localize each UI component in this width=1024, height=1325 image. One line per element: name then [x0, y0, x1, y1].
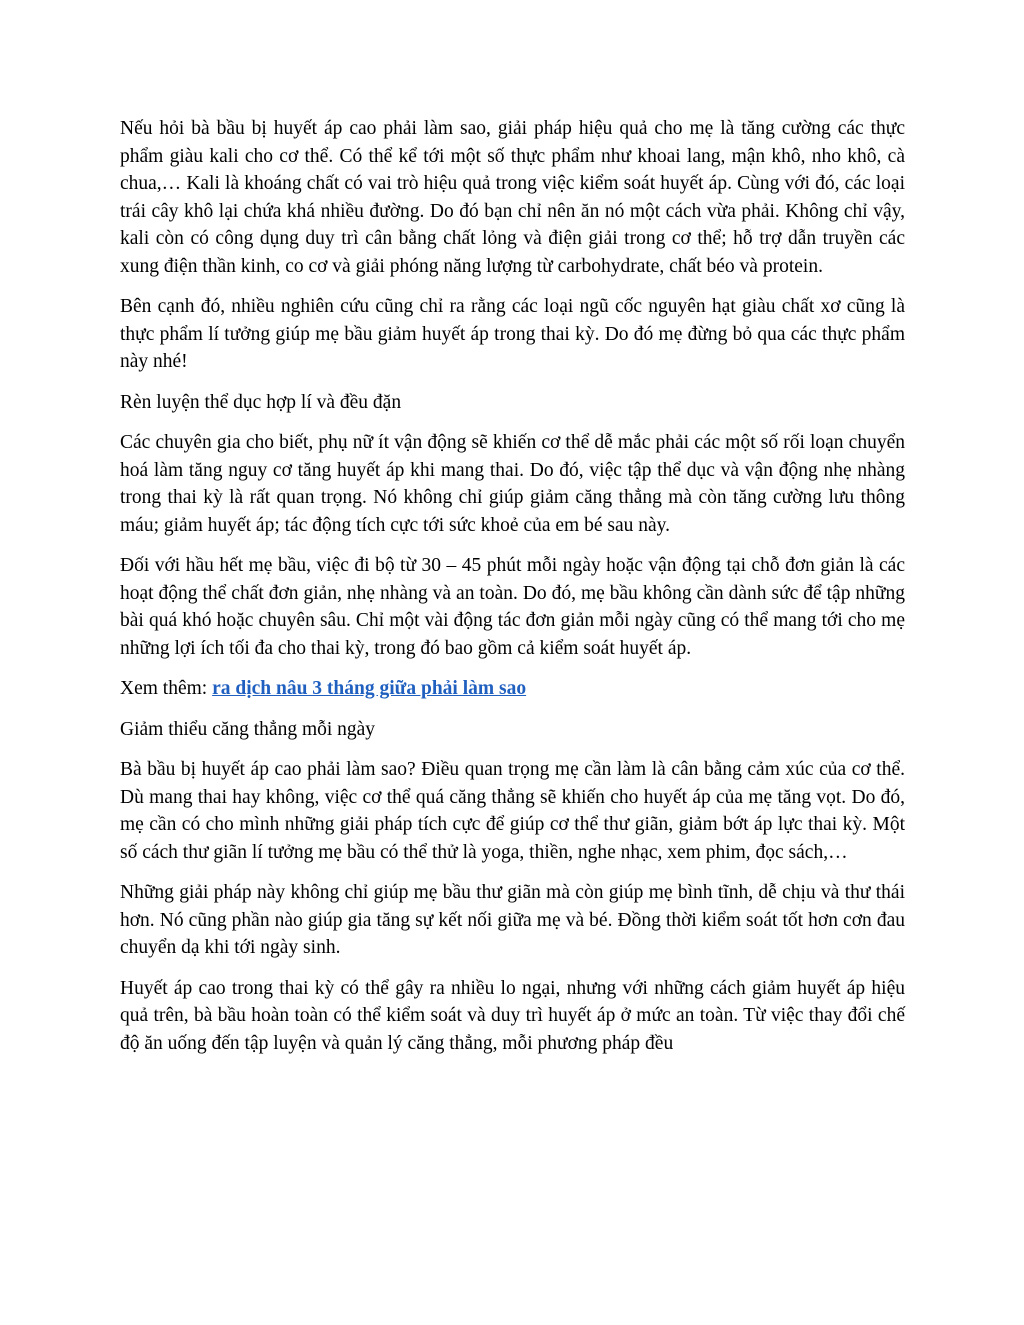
paragraph-emotional-balance: Bà bầu bị huyết áp cao phải làm sao? Điều quan trọng mẹ cần làm là cân bằng cảm xúc của cơ thể. Dù mang thai hay không, việc cơ thể quá căng thẳng sẽ khiến cho huyết áp của mẹ tăng vọt. Do đó, mẹ cần có cho mình những giải pháp tích cực để giúp cơ thể thư giãn, giảm bớt áp lực thai kỳ. Một số cách thư giãn lí tưởng mẹ bầu có thể thử là yoga, thiền, nghe nhạc, xem phim, đọc sách,…: [120, 759, 905, 863]
see-more-link[interactable]: ra dịch nâu 3 tháng giữa phải làm sao: [212, 678, 527, 699]
document-page: [120, 115, 905, 1070]
paragraph-potassium-foods: Nếu hỏi bà bầu bị huyết áp cao phải làm sao, giải pháp hiệu quả cho mẹ là tăng cường các thực phẩm giàu kali cho cơ thể. Có thể kể tới một số thực phẩm như khoai lang, mận khô, nho khô, cà chua,… Kali là khoáng chất có vai trò hiệu quả trong việc kiểm soát huyết áp. Cùng với đó, các loại trái cây khô lại chứa khá nhiều đường. Do đó bạn chỉ nên ăn nó một cách vừa phải. Không chỉ vậy, kali còn có công dụng duy trì cân bằng chất lỏng và điện giải trong cơ thể; hỗ trợ dẫn truyền các xung điện thần kinh, co cơ và giải phóng năng lượng từ carbohydrate, chất béo và protein.: [120, 118, 905, 277]
paragraph-conclusion: Huyết áp cao trong thai kỳ có thể gây ra nhiều lo ngại, nhưng với những cách giảm huyết áp hiệu quả trên, bà bầu hoàn toàn có thể kiểm soát và duy trì huyết áp ở mức an toàn. Từ việc thay đổi chế độ ăn uống đến tập luyện và quản lý căng thẳng, mỗi phương pháp đều: [120, 977, 905, 1054]
see-more-prefix: Xem thêm:: [120, 678, 213, 699]
heading-reduce-stress: Giảm thiểu căng thẳng mỗi ngày: [120, 718, 376, 740]
paragraph-walking: Đối với hầu hết mẹ bầu, việc đi bộ từ 30 – 45 phút mỗi ngày hoặc vận động tại chỗ đơn giản là các hoạt động thể chất đơn giản, nhẹ nhàng và an toàn. Do đó, mẹ bầu không cần dành sức để tập những bài quá khó hoặc chuyên sâu. Chỉ một vài động tác đơn giản mỗi ngày cũng có thể mang tới cho mẹ những lợi ích tối đa cho thai kỳ, trong đó bao gồm cả kiểm soát huyết áp.: [120, 555, 905, 659]
paragraph-relaxation-benefits: Những giải pháp này không chỉ giúp mẹ bầu thư giãn mà còn giúp mẹ bình tĩnh, dễ chịu và thư thái hơn. Nó cũng phần nào giúp gia tăng sự kết nối giữa mẹ và bé. Đồng thời kiểm soát tốt hơn cơn đau chuyển dạ khi tới ngày sinh.: [120, 882, 905, 958]
see-more-line: [120, 675, 905, 703]
heading-exercise: Rèn luyện thể dục hợp lí và đều đặn: [120, 391, 402, 413]
paragraph-exercise-experts: Các chuyên gia cho biết, phụ nữ ít vận động sẽ khiến cơ thể dễ mắc phải các một số rối loạn chuyển hoá làm tăng nguy cơ tăng huyết áp khi mang thai. Do đó, việc tập thể dục và vận động nhẹ nhàng trong thai kỳ là rất quan trọng. Nó không chỉ giúp giảm căng thẳng mà còn tăng cường lưu thông máu; giảm huyết áp; tác động tích cực tới sức khoẻ của em bé sau này.: [120, 432, 905, 536]
paragraph-whole-grains: Bên cạnh đó, nhiều nghiên cứu cũng chỉ ra rằng các loại ngũ cốc nguyên hạt giàu chất xơ cũng là thực phẩm lí tưởng giúp mẹ bầu giảm huyết áp trong thai kỳ. Do đó mẹ đừng bỏ qua các thực phẩm này nhé!: [120, 296, 905, 372]
